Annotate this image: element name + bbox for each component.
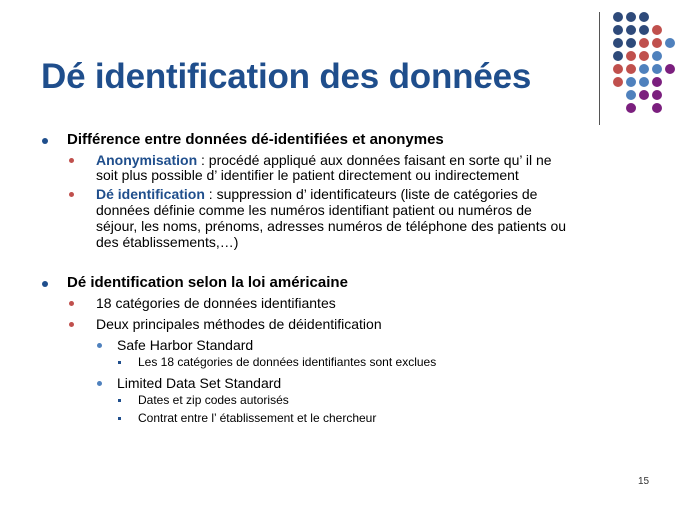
vertical-divider — [599, 12, 600, 125]
bullet-level4 — [118, 417, 121, 420]
decor-dot — [626, 77, 636, 87]
section-heading: Différence entre données dé-identifiées et anonymes — [67, 131, 444, 148]
term-anonymisation: Anonymisation — [96, 152, 198, 168]
definition-text: séjour, les noms, prénoms, adresses numéros de téléphone des patients ou — [96, 218, 567, 234]
list-item: 18 catégories de données identifiantes — [96, 295, 336, 311]
decor-dot — [613, 51, 623, 61]
decor-dot — [639, 64, 649, 74]
decor-dot — [652, 64, 662, 74]
term-de-identification: Dé identification — [96, 186, 205, 202]
definition-text: : procédé appliqué aux données faisant en sorte qu’ il ne — [197, 152, 552, 168]
bullet-level3 — [97, 343, 102, 348]
decor-dot — [652, 77, 662, 87]
bullet-level4 — [118, 361, 121, 364]
decor-dot — [626, 25, 636, 35]
bullet-level3 — [97, 381, 102, 386]
decor-dot — [613, 77, 623, 87]
decor-dot — [652, 103, 662, 113]
definition-text: : suppression d’ identificateurs (liste de catégories de — [204, 186, 538, 202]
decor-dot — [626, 103, 636, 113]
decor-dot — [639, 25, 649, 35]
section-heading: Dé identification selon la loi américaine — [67, 274, 348, 291]
definition-item — [96, 186, 537, 202]
definition-text: données définie comme les numéros identifiant patient ou numéros de — [96, 202, 532, 218]
definition-text: des établissements,…) — [96, 234, 239, 250]
bullet-level2 — [69, 301, 74, 306]
decor-dot — [613, 64, 623, 74]
bullet-level2 — [69, 158, 74, 163]
decor-dot — [613, 38, 623, 48]
decor-dot — [665, 38, 675, 48]
decor-dot — [639, 77, 649, 87]
bullet-level1 — [42, 138, 48, 144]
decor-dot — [613, 25, 623, 35]
decor-dot — [626, 38, 636, 48]
decor-dot — [639, 38, 649, 48]
decor-dot — [652, 38, 662, 48]
decor-dot — [626, 90, 636, 100]
method-detail: Les 18 catégories de données identifiantes sont exclues — [138, 355, 437, 369]
method-name: Safe Harbor Standard — [117, 337, 254, 353]
decor-dot — [626, 51, 636, 61]
decor-dot — [652, 25, 662, 35]
bullet-level2 — [69, 322, 74, 327]
definition-text: soit plus possible d’ identifier le patient directement ou indirectement — [96, 167, 519, 183]
method-detail: Contrat entre l’ établissement et le chercheur — [138, 411, 377, 425]
definition-item — [96, 152, 552, 168]
method-name: Limited Data Set Standard — [117, 375, 282, 391]
decor-dot — [639, 90, 649, 100]
bullet-level1 — [42, 281, 48, 287]
bullet-level4 — [118, 399, 121, 402]
decor-dot — [613, 12, 623, 22]
bullet-level2 — [69, 192, 74, 197]
list-item: Deux principales méthodes de déidentification — [96, 316, 382, 332]
method-detail: Dates et zip codes autorisés — [138, 393, 289, 407]
decor-dot — [652, 51, 662, 61]
decor-dot — [626, 12, 636, 22]
decor-dot — [639, 51, 649, 61]
decor-dot — [652, 90, 662, 100]
slide-title: Dé identification des données — [41, 57, 532, 96]
decor-dot — [639, 12, 649, 22]
decor-dot — [626, 64, 636, 74]
page-number: 15 — [638, 476, 650, 487]
decor-dot — [665, 64, 675, 74]
